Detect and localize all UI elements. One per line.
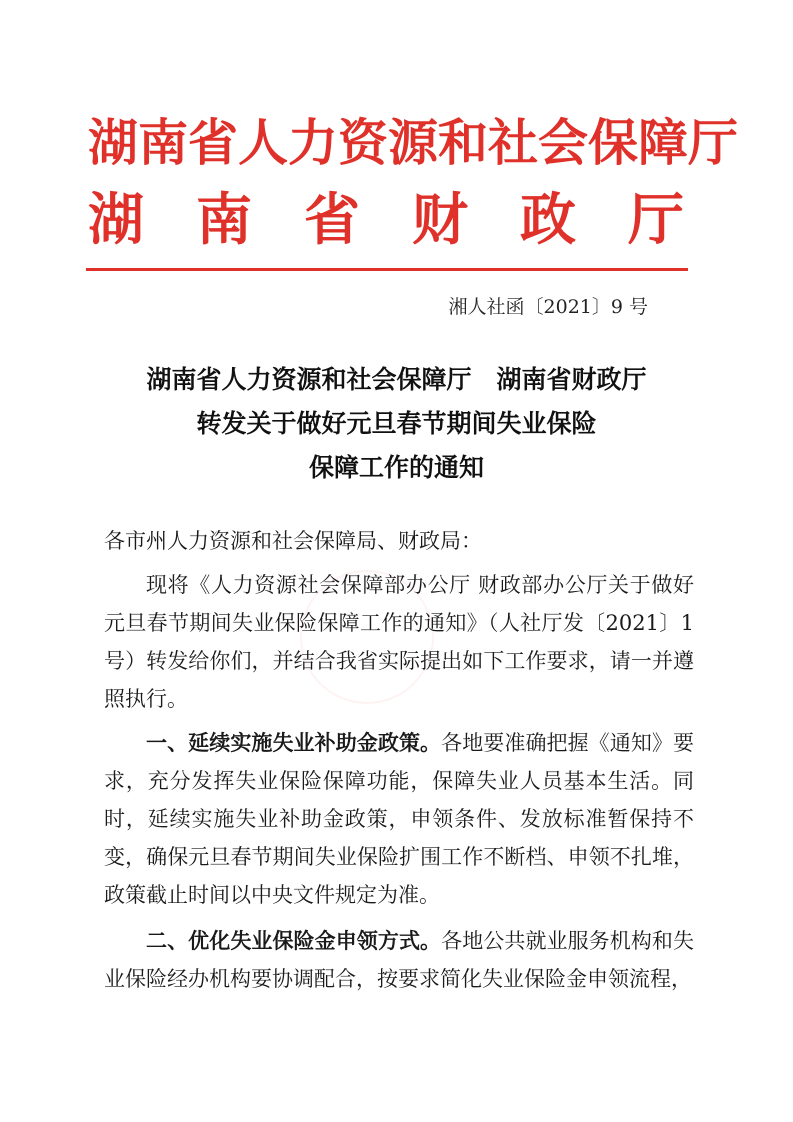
title-line-2: 转发关于做好元旦春节期间失业保险 [196, 409, 597, 438]
paragraph-section-1 [104, 724, 694, 914]
document-number: 湘人社函〔2021〕9 号 [448, 296, 648, 318]
issuer-char: 湖 [88, 187, 144, 253]
red-header-rule [86, 268, 688, 271]
issuer-char: 南 [196, 187, 252, 253]
issuer-char: 省 [304, 187, 360, 253]
title-line-1: 湖南省人力资源和社会保障厅 湖南省财政厅 [146, 365, 647, 394]
section-1-text: 各地要准确把握《通知》要求，充分发挥失业保险保障功能，保障失业人员基本生活。同时，延续实施失业补助金政策，申领条件、发放标准暂保持不变，确保元旦春节期间失业保险扩围工作不断档、申领不扎堆，政策截止时间以中央文件规定为准。 [104, 731, 695, 907]
paragraph-section-2 [104, 922, 694, 998]
paragraph-intro: 现将《人力资源社会保障部办公厅 财政部办公厅关于做好元旦春节期间失业保险保障工作的通知》（人社厅发〔2021〕1号）转发给你们，并结合我省实际提出如下工作要求，请一并遵照执行。 [104, 573, 694, 711]
section-2-heading: 二、优化失业保险金申领方式。 [146, 929, 442, 953]
section-2-text: 各地公共就业服务机构和失业保险经办机构要协调配合，按要求简化失业保险金申领流程， [104, 929, 695, 991]
issuer-line-1: 湖南省人力资源和社会保障厅 [88, 113, 738, 172]
title-line-3: 保障工作的通知 [308, 453, 484, 482]
issuer-line-2 [88, 187, 684, 253]
section-1-heading: 一、延续实施失业补助金政策。 [146, 731, 442, 755]
issuer-char: 财 [412, 187, 468, 253]
issuer-char: 厅 [628, 187, 684, 253]
issuer-char: 政 [520, 187, 576, 253]
salutation: 各市州人力资源和社会保障局、财政局： [104, 529, 482, 553]
